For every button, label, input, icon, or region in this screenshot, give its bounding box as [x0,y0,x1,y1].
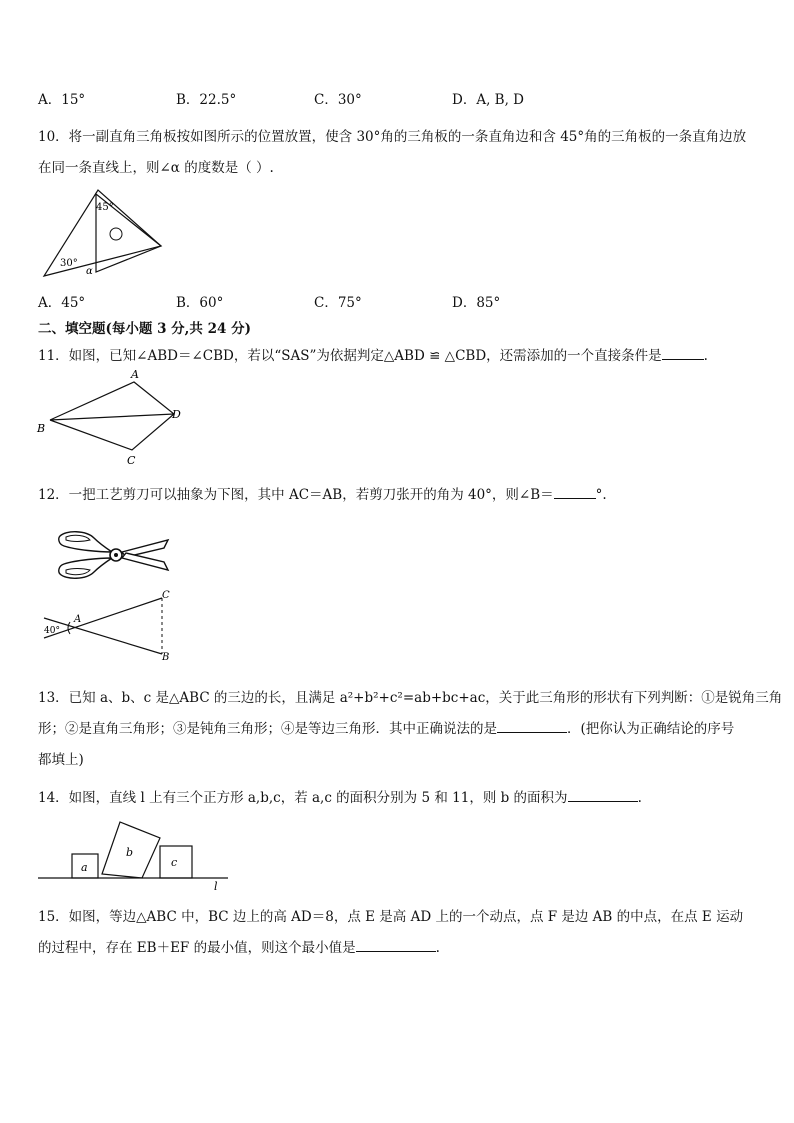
q10-text-line2: 在同一条直线上，则∠α 的度数是（ ）. [38,160,274,176]
q11-answer-blank[interactable] [662,347,704,360]
q9-option-d: D．A, B, D [452,92,524,108]
q10-label-45: 45° [96,202,114,213]
q15-text-line2 [38,936,440,956]
q12-angle-figure [38,586,178,666]
q13-text-line2 [38,717,734,737]
q13-text-line3: 都填上) [38,752,84,768]
q11-label-c: C [127,454,136,467]
q12-label-c: C [162,590,170,601]
q14-label-a: a [81,861,88,874]
q14-label-b: b [126,846,134,859]
q15-text-before: 的过程中，存在 EB＋EF 的最小值，则这个最小值是 [38,940,356,956]
q12-angle-arc [68,622,70,634]
q14-label-l: l [214,880,218,893]
q10-hole [110,228,122,240]
q10-option-a: A．45° [38,295,86,311]
q9-option-a: A．15° [38,92,86,108]
q10-label-alpha: α [86,266,93,277]
q12-label-angle: 40° [44,626,60,636]
q14-text-before: 14．如图，直线 l 上有三个正方形 a,b,c，若 a,c 的面积分别为 5 和 11，则 b 的面积为 [38,790,568,806]
q13-text-line1: 13．已知 a、b、c 是△ABC 的三边的长，且满足 a²+b²+c²=ab+bc+ac，关于此三角形的形状有下列判断：①是锐角三角 [38,690,783,706]
q13-text-after: ．(把你认为正确结论的序号 [567,721,735,737]
q12-label-b: B [162,652,170,663]
q11-label-a: A [131,368,139,381]
section-2-title: 二、填空题(每小题 3 分,共 24 分) [38,321,251,337]
q10-triangles-figure [36,186,166,278]
q12-text [38,483,607,503]
q11-text [38,344,708,364]
q9-option-c: C．30° [314,92,362,108]
q15-answer-blank[interactable] [356,939,436,952]
q12-line-ab [44,618,162,654]
q10-option-c: C．75° [314,295,362,311]
q15-text-line1: 15．如图，等边△ABC 中，BC 边上的高 AD＝8，点 E 是高 AD 上的一个动点，点 F 是边 AB 的中点，在点 E 运动 [38,909,744,925]
q10-option-d: D．85° [452,295,501,311]
q14-text [38,786,642,806]
q12-line-ac [44,598,162,638]
q14-text-after: . [637,790,642,806]
q11-outline [50,382,174,450]
q10-label-30: 30° [60,258,78,269]
q10-option-b: B．60° [176,295,224,311]
q13-answer-blank[interactable] [497,720,567,733]
q15-text-after: . [435,940,440,956]
q12-text-before: 12．一把工艺剪刀可以抽象为下图，其中 AC＝AB，若剪刀张开的角为 40°，则∠B＝ [38,487,554,503]
q13-text-before: 形；②是直角三角形；③是钝角三角形；④是等边三角形．其中正确说法的是 [38,721,497,737]
q12-scissors-image [56,528,172,582]
q10-text-line1: 10．将一副直角三角板按如图所示的位置放置，使含 30°角的三角板的一条直角边和含 45°角的三角板的一条直角边放 [38,129,747,145]
q12-label-a: A [74,614,82,625]
q11-text-after: . [703,348,708,364]
q11-quadrilateral-figure [34,366,194,468]
q11-label-b: B [37,422,46,435]
q11-diagonal-bd [50,414,174,420]
q9-option-b: B．22.5° [176,92,237,108]
q11-text-before: 11．如图，已知∠ABD＝∠CBD，若以“SAS”为依据判定△ABD ≌ △CBD，还需添加的一个直接条件是 [38,348,662,364]
q12-text-after: °. [595,487,607,503]
q14-label-c: c [171,856,178,869]
q14-squares-figure [36,816,232,894]
q12-answer-blank[interactable] [554,486,596,499]
q14-answer-blank[interactable] [568,789,638,802]
q11-label-d: D [172,408,181,421]
